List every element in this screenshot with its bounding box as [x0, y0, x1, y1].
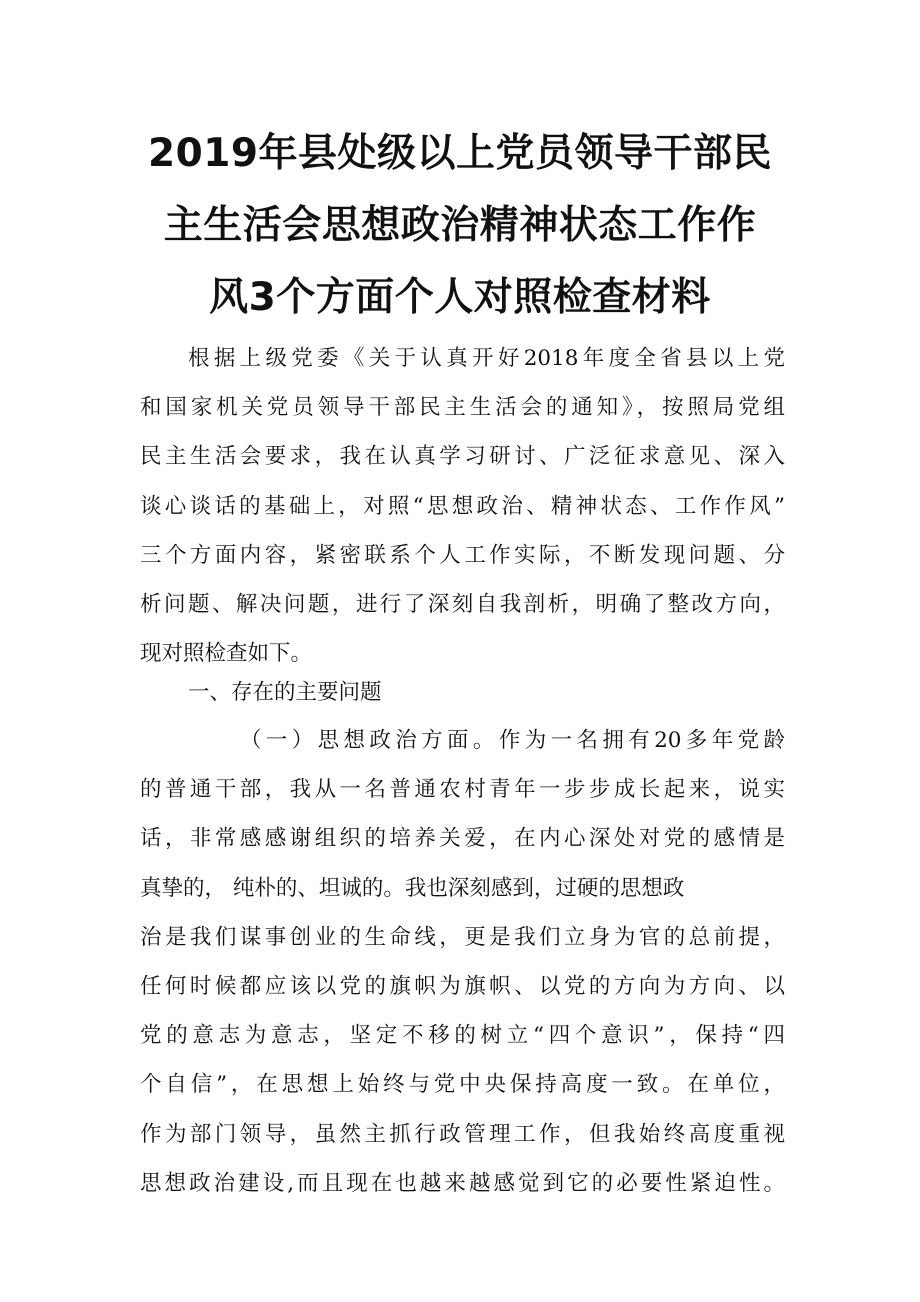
section-heading [140, 668, 785, 717]
paragraph-line: 三个方面内容，紧密联系个人工作实际，不断发现问题、分 [140, 542, 785, 568]
paragraph-line: 现对照检查如下。 [140, 641, 313, 667]
title-line-2: 主生活会思想政治精神状态工作作 [163, 203, 757, 248]
paragraph-line: 任何时候都应该以党的旗帜为旗帜、以党的方向为方向、以 [140, 973, 785, 999]
paragraph-line: 和国家机关党员领导干部民主生活会的通知》，按照局党组 [140, 395, 785, 421]
intro-paragraph [140, 334, 785, 678]
paragraph-line: 民主生活会要求，我在认真学习研讨、广泛征求意见、深入 [140, 444, 785, 470]
thought-politics-paragraph [140, 716, 785, 1208]
paragraph-line: 党的意志为意志，坚定不移的树立“四个意识”，保持“四 [140, 1023, 785, 1049]
paragraph-line: 作为部门领导，虽然主抓行政管理工作，但我始终高度重视 [140, 1121, 785, 1147]
section-heading-text: 一、存在的主要问题 [188, 680, 382, 705]
paragraph-line: 话，非常感感谢组织的培养关爱，在内心深处对党的感情是 [140, 826, 785, 852]
document-title [130, 118, 790, 334]
paragraph-line: 的普通干部，我从一名普通农村青年一步步成长起来，说实 [140, 777, 785, 803]
paragraph-line: （一）思想政治方面。作为一名拥有20多年党龄 [240, 728, 785, 753]
paragraph-line: 治是我们谋事创业的生命线，更是我们立身为官的总前提， [140, 924, 785, 950]
paragraph-line: 思想政治建设,而且现在也越来越感觉到它的必要性紧迫性。 [140, 1170, 785, 1196]
paragraph-line: 析问题、解决问题，进行了深刻自我剖析，明确了整改方向， [140, 591, 785, 617]
title-line-1: 2019年县处级以上党员领导干部民 [147, 131, 773, 176]
paragraph-line: 根据上级党委《关于认真开好2018年度全省县以上党 [188, 346, 785, 371]
title-line-3: 风3个方面个人对照检查材料 [209, 275, 711, 320]
paragraph-line: 谈心谈话的基础上，对照“思想政治、精神状态、工作作风” [140, 493, 785, 519]
paragraph-line: 个自信”，在思想上始终与党中央保持高度一致。在单位， [140, 1072, 785, 1098]
paragraph-line: 真挚的， 纯朴的、坦诚的。我也深刻感到，过硬的思想政 [140, 875, 685, 901]
